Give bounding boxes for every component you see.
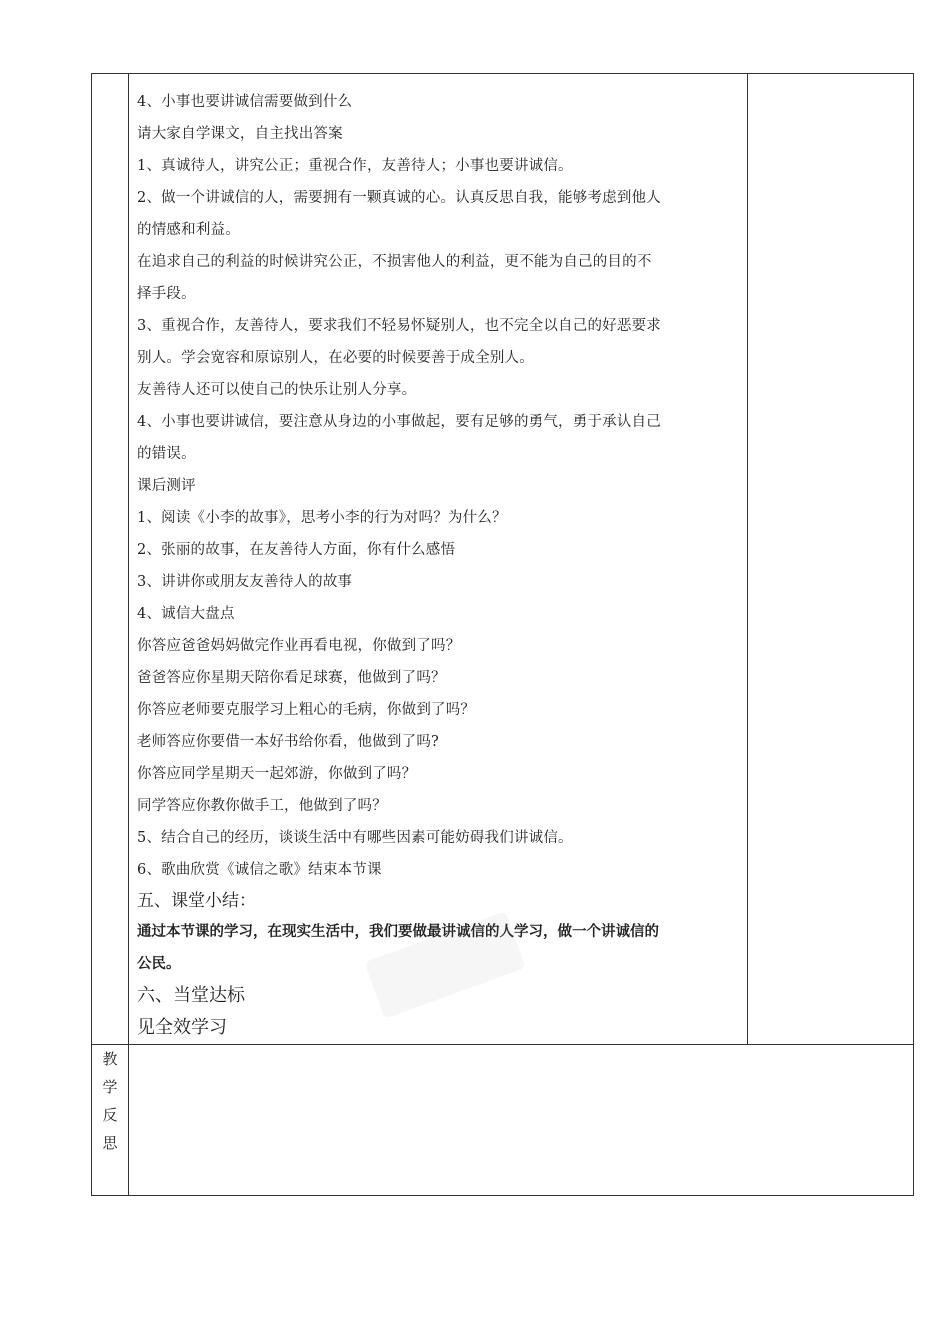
content-line: 爸爸答应你星期天陪你看足球赛，他做到了吗？: [137, 670, 446, 686]
reflection-label: [92, 1045, 129, 1196]
reflection-content-cell: [129, 1045, 914, 1196]
content-body: [129, 74, 747, 1044]
content-line: 在追求自己的利益的时候讲究公正，不损害他人的利益，更不能为自己的目的不: [137, 254, 652, 270]
summary-line: 公民。: [137, 956, 181, 972]
content-line: 6、歌曲欣赏《诚信之歌》结束本节课: [137, 862, 382, 878]
practice-heading: 六、当堂达标: [137, 985, 246, 1006]
content-line: 3、重视合作，友善待人，要求我们不轻易怀疑别人，也不完全以自己的好恶要求: [137, 318, 661, 334]
practice-text: 见全效学习: [137, 1017, 228, 1038]
right-cell-empty: [747, 74, 913, 1045]
reflection-label-char: 学: [102, 1078, 118, 1096]
content-line: 2、做一个讲诚信的人，需要拥有一颗真诚的心。认真反思自我，能够考虑到他人: [137, 190, 661, 206]
content-line: 别人。学会宽容和原谅别人，在必要的时候要善于成全别人。: [137, 350, 534, 366]
content-line: 4、小事也要讲诚信，要注意从身边的小事做起，要有足够的勇气，勇于承认自己: [137, 414, 661, 430]
summary-line: 通过本节课的学习，在现实生活中，我们要做最讲诚信的人学习，做一个讲诚信的: [137, 924, 660, 940]
content-line: 1、阅读《小李的故事》，思考小李的行为对吗？为什么？: [137, 510, 507, 526]
summary-heading: 五、课堂小结：: [137, 891, 257, 911]
content-line: 4、诚信大盘点: [137, 606, 235, 622]
content-line: 5、结合自己的经历，谈谈生活中有哪些因素可能妨碍我们讲诚信。: [137, 830, 573, 846]
reflection-label-char: 教: [102, 1050, 118, 1068]
reflection-row: [92, 1045, 914, 1196]
reflection-label-char: 思: [102, 1134, 118, 1152]
content-line: 课后测评: [137, 478, 196, 494]
reflection-label-char: 反: [102, 1106, 118, 1124]
content-line: 3、讲讲你或朋友友善待人的故事: [137, 574, 353, 590]
lesson-plan-table: [91, 73, 914, 1196]
content-line: 择手段。: [137, 286, 196, 302]
content-line: 4、小事也要讲诚信需要做到什么: [137, 94, 353, 110]
content-line: 老师答应你要借一本好书给你看，他做到了吗?: [137, 734, 440, 750]
lesson-content-row: [92, 74, 914, 1045]
content-line: 2、张丽的故事，在友善待人方面，你有什么感悟: [137, 542, 456, 558]
content-line: 你答应老师要克服学习上粗心的毛病，你做到了吗？: [137, 702, 476, 718]
content-line: 1、真诚待人，讲究公正；重视合作，友善待人；小事也要讲诚信。: [137, 158, 573, 174]
left-cell-empty: [92, 74, 129, 1045]
content-line: 你答应同学星期天一起郊游，你做到了吗？: [137, 766, 417, 782]
content-line: 的情感和利益。: [137, 222, 240, 238]
content-cell: [129, 74, 748, 1045]
content-line: 的错误。: [137, 446, 196, 462]
content-line: 同学答应你教你做手工，他做到了吗？: [137, 798, 387, 814]
content-line: 友善待人还可以使自己的快乐让别人分享。: [137, 382, 417, 398]
content-line: 请大家自学课文，自主找出答案: [137, 126, 343, 142]
content-line: 你答应爸爸妈妈做完作业再看电视，你做到了吗？: [137, 638, 461, 654]
